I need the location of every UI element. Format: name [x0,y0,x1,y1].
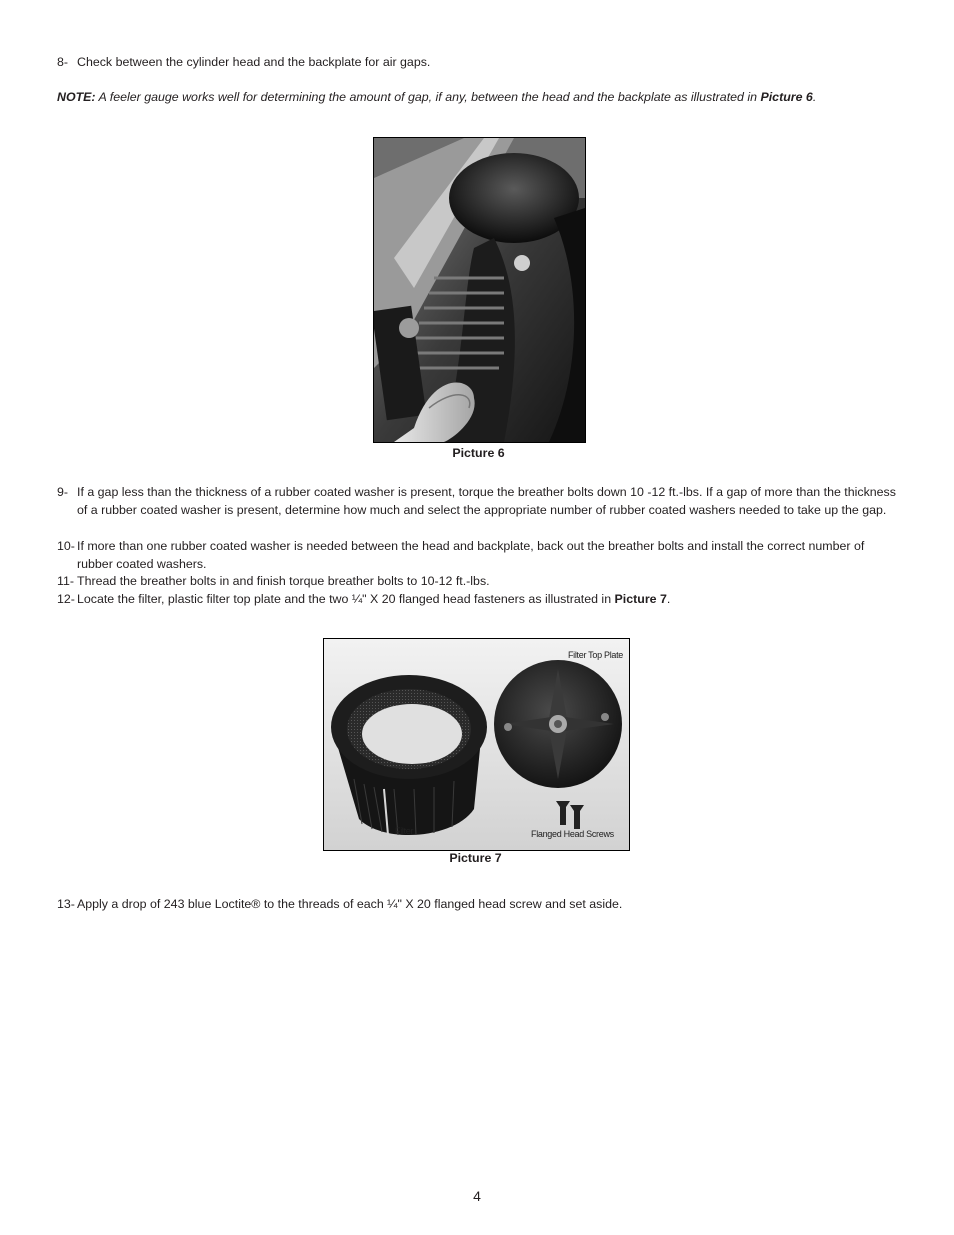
step-text: If more than one rubber coated washer is needed between the head and backplate, back out the breather bolts and install the correct number of rubber coated washers. [77,539,865,571]
step-text: Check between the cylinder head and the backplate for air gaps. [77,55,431,69]
picture-6-photo [373,137,586,443]
step-12 [57,590,903,608]
note-text: A feeler gauge works well for determining the amount of gap, if any, between the head and the backplate as illustrated in [95,90,761,104]
filter-parts-image [324,639,629,850]
step-8 [57,53,903,71]
step-number: 9- [57,485,69,499]
step-text: If a gap less than the thickness of a rubber coated washer is present, torque the breather bolts down 10 -12 ft.-lbs. If a gap of more than the thickness of a rubber coated washer is present, determine how much and select the appropriate number of rubber coated washers needed to take up the gap. [77,485,896,517]
engine-feeler-gauge-image [374,138,585,442]
note-label: NOTE: [57,90,96,104]
picture-7-photo [323,638,630,851]
step-number: 13- [57,897,75,911]
step-text: Thread the breather bolts in and finish torque breather bolts to 10-12 ft.-lbs. [77,574,490,588]
picture-6-caption: Picture 6 [452,446,505,460]
note-reference: Picture 6 [760,90,813,104]
note-paragraph: NOTE: A feeler gauge works well for determining the amount of gap, if any, between the head and the backplate as illustrated in Picture 6. [57,90,817,104]
step-text: Locate the filter, plastic filter top plate and the two ¼" X 20 flanged head fasteners as illustrated in Picture 7. [77,592,671,606]
picture-7-caption: Picture 7 [449,851,502,865]
picture-reference: Picture 7 [614,592,667,606]
step-text: Apply a drop of 243 blue Loctite® to the threads of each ¼" X 20 flanged head screw and set aside. [77,897,623,911]
label-filter-top-plate: Filter Top Plate [567,650,623,660]
label-flanged-head-screws: Flanged Head Screws [531,829,614,839]
step-11 [57,572,903,590]
step-number: 11- [57,574,74,588]
step-9 [57,483,903,519]
step-13 [57,895,903,913]
step-number: 8- [57,55,69,69]
page-number: 4 [473,1188,481,1204]
step-10 [57,537,903,573]
step-number: 12- [57,592,75,606]
label-filter: Filter [395,826,414,836]
step-number: 10- [57,539,75,553]
